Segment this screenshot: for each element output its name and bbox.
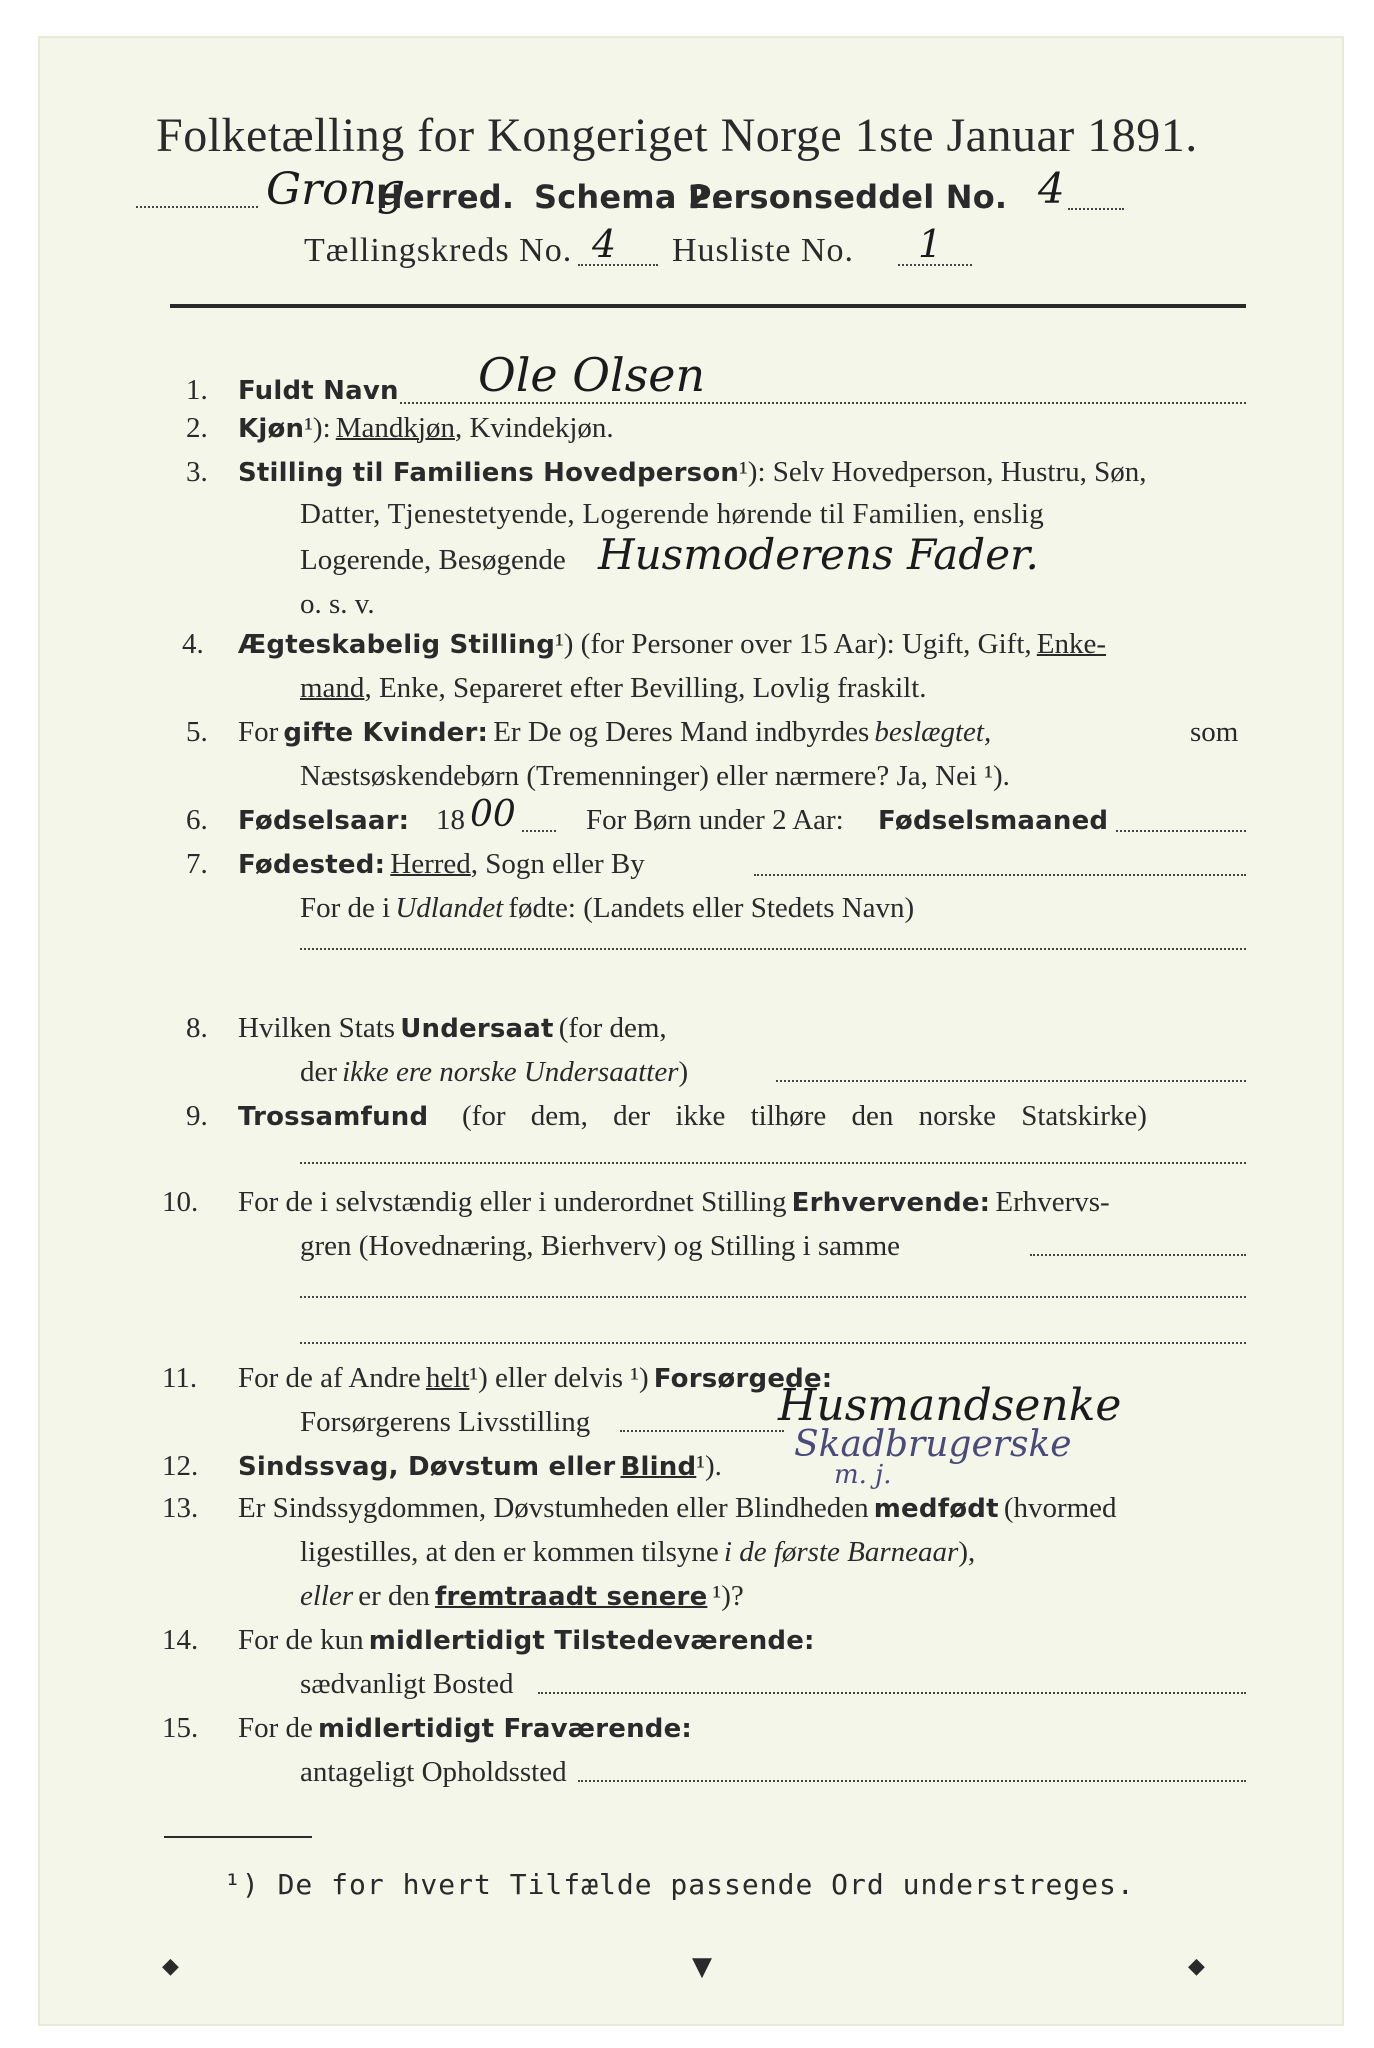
q1-number: 1.: [186, 374, 208, 406]
q9-number: 9.: [186, 1100, 208, 1132]
q2-line: [238, 412, 614, 445]
q7-rest: , Sogn eller By: [470, 848, 645, 880]
q8-dots: [776, 1080, 1246, 1082]
schema-label: Schema 2.: [534, 178, 723, 216]
personseddel-dots: [1068, 208, 1124, 210]
q10-pre: For de i selvstændig eller i underordnet Stilling: [238, 1186, 787, 1218]
q10-line2: gren (Hovednæring, Bierhverv) og Stilling i samme: [300, 1230, 901, 1262]
footnote: ¹) De for hvert Tilfælde passende Ord understreges.: [224, 1868, 1135, 1901]
q5-pre: For: [238, 716, 279, 748]
q11-answer-note2: m. j.: [834, 1460, 892, 1490]
q13-number: 13.: [162, 1492, 199, 1524]
q12-label: Sindssvag, Døvstum eller: [238, 1452, 616, 1482]
q12-option-blind: Blind: [620, 1452, 697, 1482]
q7-dots-1: [754, 874, 1246, 876]
herred-label: Herred.: [376, 178, 515, 216]
q2-sup: ¹):: [304, 412, 331, 444]
q2-rest: , Kvindekjøn.: [454, 412, 614, 444]
corner-mark-center: ▼: [692, 1952, 712, 1982]
q11-mid: ¹) eller delvis ¹): [469, 1362, 649, 1394]
husliste-dots: [898, 264, 972, 266]
q13-line1: [238, 1492, 1117, 1525]
q13-line1a: Er Sindssygdommen, Døvstumheden eller Blindheden: [238, 1492, 869, 1524]
q13-line3b: ¹)?: [712, 1580, 744, 1612]
q11-answer-note: Skadbrugerske: [794, 1424, 1072, 1465]
footnote-rule: [164, 1836, 312, 1838]
q10-dots-2: [300, 1296, 1246, 1298]
q13-label2: fremtraadt senere: [435, 1582, 708, 1612]
q15-pre: For de: [238, 1712, 313, 1744]
q13-line2-italic: i de første Barneaar: [723, 1536, 959, 1568]
q2-label: Kjøn: [238, 414, 305, 444]
kreds-number-handwritten: 4: [592, 222, 617, 266]
q7-line2a: For de i: [300, 892, 391, 924]
q5-line1-rest: Er De og Deres Mand indbyrdes: [493, 716, 870, 748]
q6-mid: For Børn under 2 Aar:: [586, 804, 844, 836]
q3-answer-relation: Husmoderens Fader.: [598, 530, 1039, 579]
q14-label: midlertidigt Tilstedeværende:: [368, 1626, 815, 1656]
q4-option-enke-part1: Enke-: [1036, 628, 1106, 660]
corner-mark-left: ◆: [162, 1954, 179, 1979]
q3-number: 3.: [186, 456, 208, 488]
q8-label: Undersaat: [400, 1014, 554, 1044]
q14-pre: For de kun: [238, 1624, 364, 1656]
q3-label: Stilling til Familiens Hovedperson: [238, 458, 740, 488]
husliste-label: Husliste No.: [672, 232, 854, 269]
herred-dots: [136, 206, 258, 208]
q10-dots-3: [300, 1342, 1246, 1344]
form-title: Folketælling for Kongeriget Norge 1ste Januar 1891.: [156, 109, 1198, 162]
q15-line2: antageligt Opholdssted: [300, 1756, 567, 1788]
q10-number: 10.: [162, 1186, 199, 1218]
q1-answer-name: Ole Olsen: [478, 348, 706, 402]
husliste-number-handwritten: 1: [918, 222, 943, 266]
q7-line2: [300, 892, 914, 925]
q11-line2: Forsørgerens Livsstilling: [300, 1406, 591, 1438]
q12-rest: ¹).: [696, 1450, 722, 1482]
q8-pre: Hvilken Stats: [238, 1012, 396, 1044]
q2-option-mandkjon: Mandkjøn: [335, 412, 455, 444]
q8-line2b: ): [678, 1056, 689, 1088]
q13-line3a: er den: [358, 1580, 430, 1612]
q11-answer-forsorger: Husmandsenke: [778, 1380, 1122, 1431]
q8-number: 8.: [186, 1012, 208, 1044]
q2-number: 2.: [186, 412, 208, 444]
q7-line2-italic: Udlandet: [395, 892, 504, 924]
q11-number: 11.: [162, 1362, 198, 1394]
personseddel-label: Personseddel No.: [688, 178, 1008, 216]
q11-dots: [620, 1430, 784, 1432]
q3-line4: o. s. v.: [300, 588, 375, 620]
q4-number: 4.: [182, 628, 204, 660]
q5-label: gifte Kvinder:: [283, 718, 489, 748]
q15-number: 15.: [162, 1712, 199, 1744]
q13-line3-italic: eller: [300, 1580, 354, 1612]
q8-line2-italic: ikke ere norske Undersaatter: [342, 1056, 679, 1088]
q14-line2: sædvanligt Bosted: [300, 1668, 514, 1700]
q8-line2: [300, 1056, 688, 1089]
q10-label: Erhvervende:: [791, 1188, 991, 1218]
q13-line2: [300, 1536, 975, 1569]
q14-line1: [238, 1624, 815, 1657]
q13-line1b: (hvormed: [1003, 1492, 1117, 1524]
q12-number: 12.: [162, 1450, 199, 1482]
q8-line2a: der: [300, 1056, 338, 1088]
q10-dots-1: [1030, 1254, 1246, 1256]
q6-number: 6.: [186, 804, 208, 836]
q13-label: medfødt: [873, 1494, 999, 1524]
q11-line1: [238, 1362, 832, 1395]
q15-label: midlertidigt Fraværende:: [318, 1714, 693, 1744]
q11-label: Forsørgede:: [653, 1364, 833, 1394]
q8-line1: [238, 1012, 667, 1045]
q5-som: som: [1190, 716, 1239, 748]
q4-line2: [300, 672, 927, 705]
q10-line1-rest: Erhvervs-: [995, 1186, 1110, 1218]
q10-line1: [238, 1186, 1110, 1219]
q5-line2: Næstsøskendebørn (Tremenninger) eller nærmere? Ja, Nei ¹).: [300, 760, 1010, 792]
q6-answer-year: 00: [470, 794, 516, 835]
q7-dots-2: [300, 948, 1246, 950]
q6-prefix: 18: [436, 804, 465, 836]
q3-line2: Datter, Tjenestetyende, Logerende hørende til Familien, enslig: [300, 498, 1045, 530]
q4-option-enke-part2: mand: [300, 672, 365, 704]
q13-line2b: ),: [958, 1536, 976, 1568]
q6-dots-1: [522, 830, 556, 832]
q3-line1: [238, 456, 1147, 489]
q1-dots: [400, 402, 1246, 404]
q9-dots: [300, 1162, 1246, 1164]
q11-option-helt: helt: [425, 1362, 470, 1394]
q4-label: Ægteskabelig Stilling: [238, 630, 556, 660]
q4-line1: [238, 628, 1106, 661]
q6-label: Fødselsaar:: [238, 806, 410, 836]
q13-line3: [300, 1580, 744, 1613]
q7-label: Fødested:: [238, 850, 386, 880]
q5-number: 5.: [186, 716, 208, 748]
q5-italic: beslægtet,: [874, 716, 992, 748]
q11-pre: For de af Andre: [238, 1362, 421, 1394]
q9-rest: (for dem, der ikke tilhøre den norske Statskirke): [462, 1100, 1147, 1132]
q9-label: Trossamfund: [238, 1102, 429, 1132]
q3-line3: Logerende, Besøgende: [300, 544, 566, 576]
personseddel-number-handwritten: 4: [1038, 164, 1065, 213]
q6-dots-2: [1116, 830, 1246, 832]
q13-line2a: ligestilles, at den er kommen tilsyne: [300, 1536, 719, 1568]
q7-number: 7.: [186, 848, 208, 880]
q14-dots: [538, 1692, 1246, 1694]
q7-line2b: fødte: (Landets eller Stedets Navn): [508, 892, 915, 924]
q4-line1-rest: ¹) (for Personer over 15 Aar): Ugift, Gift,: [555, 628, 1032, 660]
q1-label: Fuldt Navn: [238, 376, 399, 406]
q7-option-herred: Herred: [390, 848, 471, 880]
kreds-label: Tællingskreds No.: [304, 232, 573, 269]
q12-line1: [238, 1450, 722, 1483]
q5-line1: [238, 716, 991, 749]
census-form-sheet: [38, 36, 1344, 2026]
q8-line1-rest: (for dem,: [558, 1012, 667, 1044]
q3-line1-rest: ¹): Selv Hovedperson, Hustru, Søn,: [739, 456, 1147, 488]
header-rule: [170, 304, 1246, 308]
q15-dots: [578, 1780, 1246, 1782]
q15-line1: [238, 1712, 692, 1745]
q6-label2: Fødselsmaaned: [878, 806, 1109, 836]
q7-line1: [238, 848, 645, 881]
corner-mark-right: ◆: [1188, 1954, 1205, 1979]
q4-line2-rest: , Enke, Separeret efter Bevilling, Lovlig fraskilt.: [364, 672, 927, 704]
q14-number: 14.: [162, 1624, 199, 1656]
herred-handwritten: Grong: [266, 164, 406, 215]
kreds-dots: [578, 264, 658, 266]
